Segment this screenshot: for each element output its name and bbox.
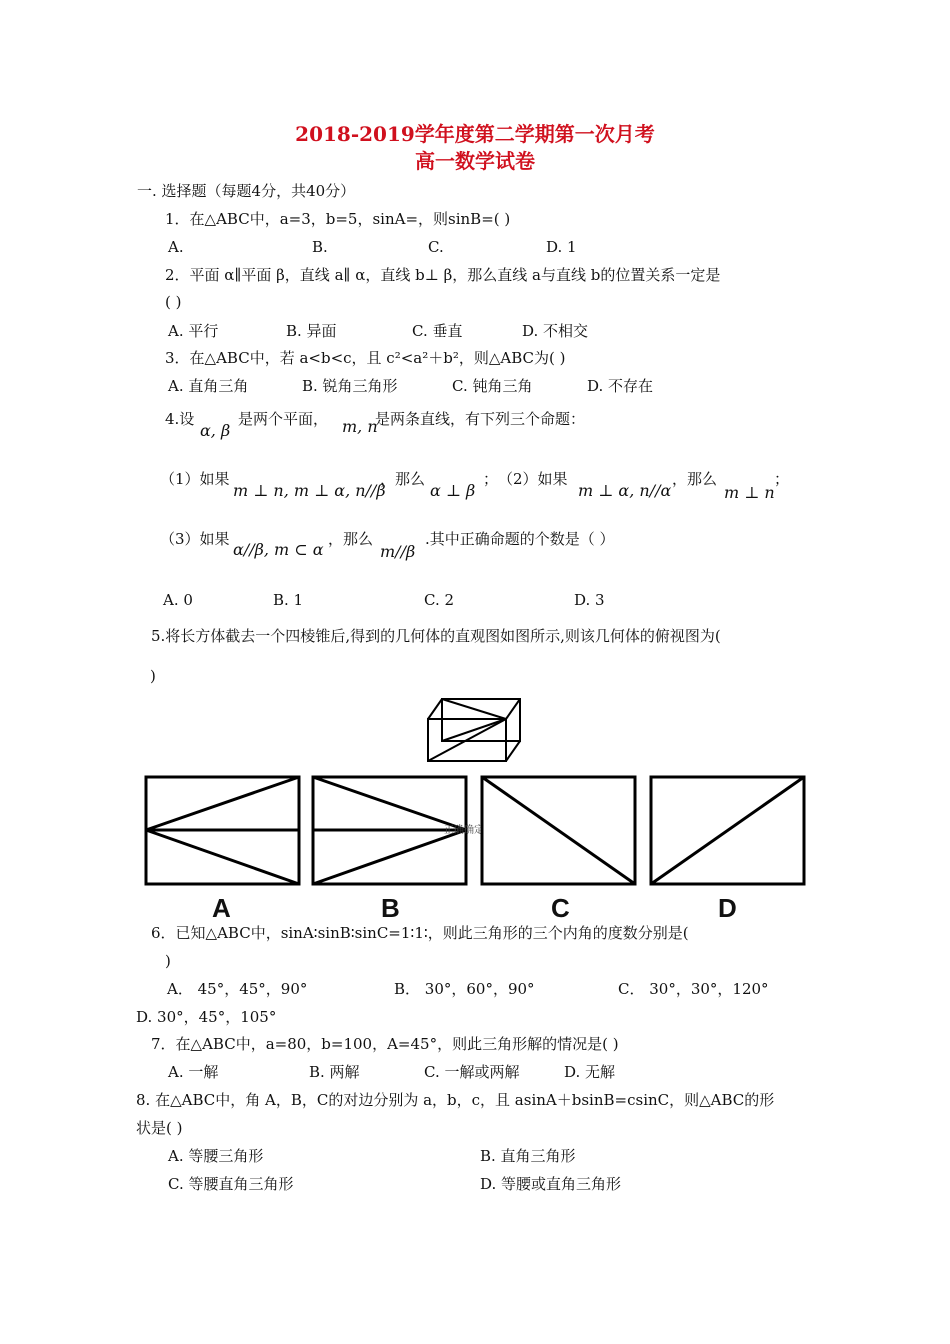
watermark: 正确确定 bbox=[444, 825, 484, 836]
q4-p1-then: ，那么 bbox=[380, 470, 426, 488]
q7-option-d: D. 无解 bbox=[564, 1063, 616, 1081]
q4-p3-concl: m//β bbox=[380, 542, 416, 561]
q4-option-c: C. 2 bbox=[424, 591, 455, 609]
q7-stem: 7．在△ABC中，a=80，b=100，A=45°，则此三角形解的情况是( ) bbox=[151, 1035, 619, 1053]
q4-stem-a: 4.设 bbox=[165, 410, 195, 428]
q8-option-d: D. 等腰或直角三角形 bbox=[480, 1175, 622, 1193]
q2-option-d: D. 不相交 bbox=[522, 322, 589, 340]
exam-title: 2018-2019学年度第二学期第一次月考 bbox=[295, 122, 655, 146]
q4-alpha-beta: α, β bbox=[200, 421, 231, 440]
q8-option-c: C. 等腰直角三角形 bbox=[168, 1175, 294, 1193]
section-heading: 一. 选择题（每题4分，共40分） bbox=[137, 182, 356, 200]
q4-p2-concl: m ⊥ n bbox=[724, 483, 775, 502]
option-d-figure bbox=[648, 774, 808, 888]
q4-option-a: A. 0 bbox=[163, 591, 193, 609]
q8-stem: 8. 在△ABC中，角 A，B，C的对边分别为 a，b，c，且 asinA＋bsinB=csinC，则△ABC的形 bbox=[136, 1091, 775, 1109]
q2-stem: 2．平面 α∥平面 β，直线 a∥ α，直线 b⊥ β，那么直线 a与直线 b的位置关系一定是 bbox=[165, 266, 721, 284]
q6-paren: ) bbox=[165, 952, 171, 970]
q1-stem: 1．在△ABC中，a=3，b=5，sinA=，则sinB=( ) bbox=[165, 210, 511, 228]
q3-option-d: D. 不存在 bbox=[587, 377, 654, 395]
q1-option-b: B. bbox=[312, 238, 328, 256]
solid-figure bbox=[420, 695, 530, 767]
q4-p1-cond: m ⊥ n, m ⊥ α, n//β bbox=[233, 481, 386, 500]
q3-option-a: A. 直角三角 bbox=[168, 377, 249, 395]
q6-option-b: B． 30°，60°，90° bbox=[394, 980, 535, 998]
exam-subtitle: 高一数学试卷 bbox=[415, 149, 535, 173]
figure-label-a: A bbox=[212, 893, 231, 923]
q1-option-d: D. 1 bbox=[546, 238, 577, 256]
q4-p3-label: （3）如果 bbox=[160, 530, 230, 548]
q4-p1-label: （1）如果 bbox=[160, 470, 230, 488]
q6-option-a: A． 45°，45°，90° bbox=[167, 980, 308, 998]
q3-option-b: B. 锐角三角形 bbox=[302, 377, 398, 395]
q4-p3-tail: .其中正确命题的个数是（ ） bbox=[425, 530, 615, 548]
q2-option-a: A. 平行 bbox=[168, 322, 219, 340]
q4-option-b: B. 1 bbox=[273, 591, 304, 609]
q4-stem-c: 是两条直线，有下列三个命题： bbox=[375, 410, 586, 428]
q4-p2-label: （2）如果 bbox=[498, 470, 568, 488]
q2-option-c: C. 垂直 bbox=[412, 322, 463, 340]
q4-p2-then: ，那么 bbox=[672, 470, 718, 488]
q6-option-c: C． 30°，30°，120° bbox=[618, 980, 769, 998]
q4-option-d: D. 3 bbox=[574, 591, 605, 609]
q5-stem: 5.将长方体截去一个四棱锥后,得到的几何体的直观图如图所示,则该几何体的俯视图为( bbox=[151, 627, 721, 645]
q8-option-b: B. 直角三角形 bbox=[480, 1147, 576, 1165]
q3-option-c: C. 钝角三角 bbox=[452, 377, 533, 395]
q7-option-c: C. 一解或两解 bbox=[424, 1063, 520, 1081]
q2-paren: ( ) bbox=[165, 293, 182, 311]
q1-option-a: A. bbox=[168, 238, 184, 256]
q4-p3-then: ，那么 bbox=[328, 530, 374, 548]
q7-option-b: B. 两解 bbox=[309, 1063, 360, 1081]
q4-p1-semi: ； bbox=[483, 470, 499, 488]
figure-label-b: B bbox=[381, 893, 400, 923]
q4-p3-cond: α//β, m ⊂ α bbox=[233, 540, 324, 559]
figure-label-d: D bbox=[718, 893, 737, 923]
option-c-figure bbox=[479, 774, 639, 888]
q8-stem-2: 状是( ) bbox=[136, 1119, 183, 1137]
q2-option-b: B. 异面 bbox=[286, 322, 337, 340]
q4-p2-cond: m ⊥ α, n//α bbox=[578, 481, 672, 500]
figure-label-c: C bbox=[551, 893, 570, 923]
q6-stem: 6．已知△ABC中，sinA∶sinB∶sinC=1∶1∶，则此三角形的三个内角的度数分别是( bbox=[151, 924, 689, 942]
q3-stem: 3．在△ABC中，若 a<b<c，且 c²<a²＋b²，则△ABC为( ) bbox=[165, 349, 566, 367]
q4-p1-concl: α ⊥ β bbox=[430, 481, 476, 500]
q4-p2-semi: ； bbox=[774, 470, 790, 488]
q1-option-c: C. bbox=[428, 238, 444, 256]
q4-stem-b: 是两个平面， bbox=[238, 410, 329, 428]
q7-option-a: A. 一解 bbox=[168, 1063, 219, 1081]
option-a-figure bbox=[143, 774, 303, 888]
q8-option-a: A. 等腰三角形 bbox=[168, 1147, 264, 1165]
q5-paren: ) bbox=[150, 667, 156, 685]
q4-m-n: m, n bbox=[342, 417, 378, 436]
q6-option-d: D. 30°，45°，105° bbox=[136, 1008, 277, 1026]
